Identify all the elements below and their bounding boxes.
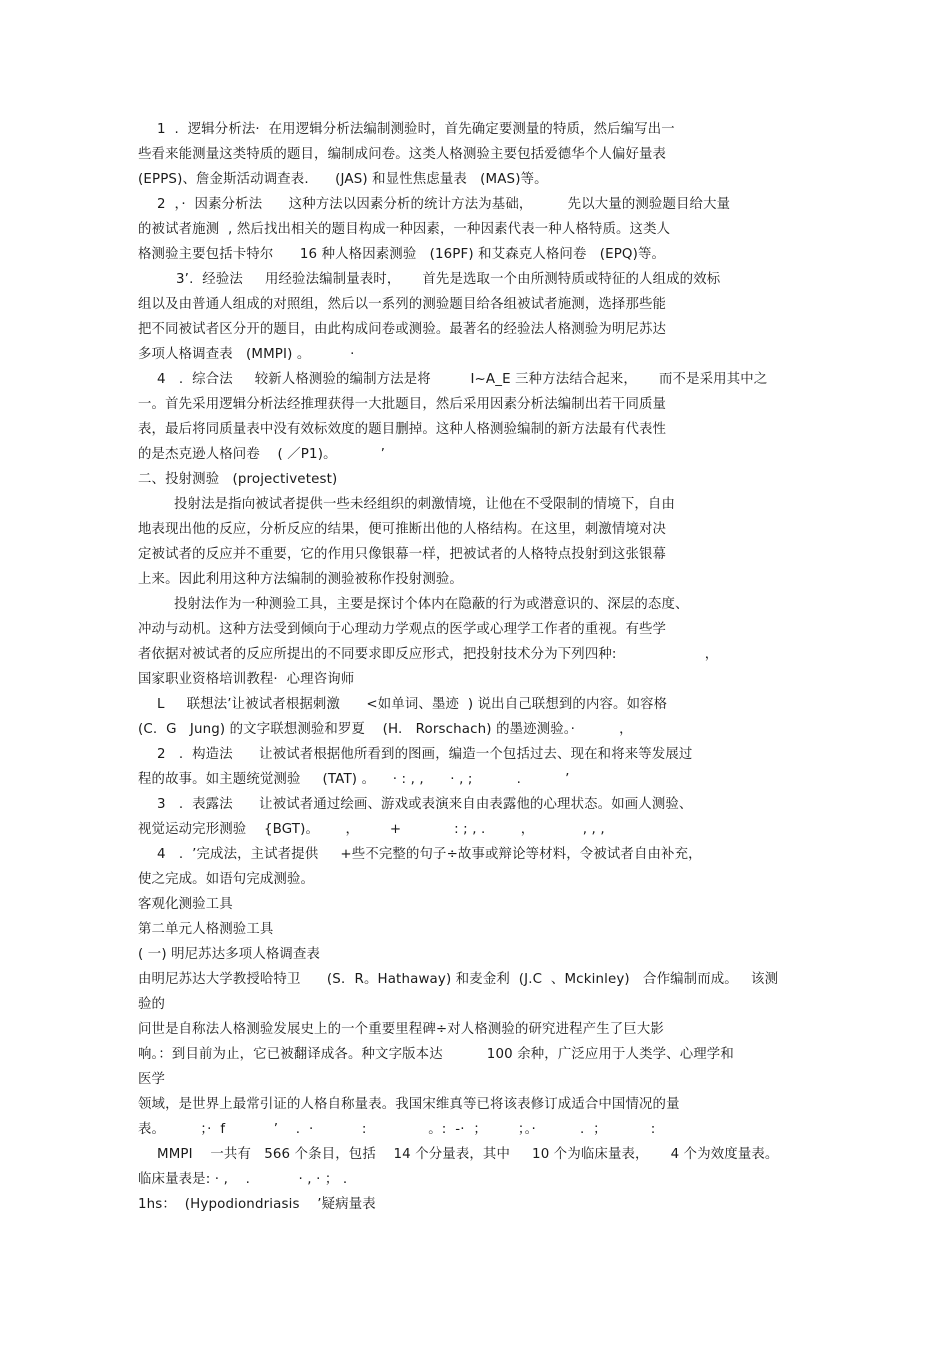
- text-line: 2 . 构造法 让被试者根据他所看到的图画，编造一个包括过去、现在和将来等发展过: [157, 747, 693, 762]
- text-line: 由明尼苏达大学教授哈特卫 (S．R。Hathaway) 和麦金利 (J.C 、Mckinley) 合作编制而成。 该测: [138, 972, 779, 987]
- text-line: 2 ，· 因素分析法 这种方法以因素分析的统计方法为基础， 先以大量的测验题目给大量: [157, 197, 731, 212]
- text-line: 表。 ；· f ’ . · : 。: -· ； ；。· . ； :: [138, 1122, 656, 1137]
- text-line: 者依据对被试者的反应所提出的不同要求即反应形式，把投射技术分为下列四种: ，: [138, 647, 719, 662]
- text-line: 4 . 综合法 较新人格测验的编制方法是将 I~A_E 三种方法结合起来， 而不是采用其中之: [157, 372, 768, 387]
- text-line: 使之完成。如语句完成测验。: [138, 872, 315, 887]
- text-line: 定被试者的反应并不重要，它的作用只像银幕一样，把被试者的人格特点投射到这张银幕: [138, 547, 667, 562]
- text-line: 问世是自称法人格测验发展史上的一个重要里程碑÷对人格测验的研究进程产生了巨大影: [138, 1022, 664, 1037]
- text-line: 把不同被试者区分开的题目，由此构成问卷或测验。最著名的经验法人格测验为明尼苏达: [138, 322, 667, 337]
- text-line: 响。：到目前为止，它已被翻译成各。种文字版本达 100 余种，广泛应用于人类学、心理学和: [138, 1047, 734, 1062]
- text-line: 临床量表是: · , . · , · ； .: [138, 1172, 348, 1187]
- text-line: 表，最后将同质量表中没有效标效度的题目删掉。这种人格测验编制的新方法最有代表性: [138, 422, 667, 437]
- section-heading: 客观化测验工具: [138, 897, 233, 912]
- text-line: 3 . 表露法 让被试者通过绘画、游戏或表演来自由表露他的心理状态。如画人测验、: [157, 797, 693, 812]
- text-line: 一。首先采用逻辑分析法经推理获得一大批题目，然后采用因素分析法编制出若干同质量: [138, 397, 667, 412]
- text-line: 医学: [138, 1072, 166, 1087]
- text-line: 上来。因此利用这种方法编制的测验被称作投射测验。: [138, 572, 463, 587]
- text-line: 投射法作为一种测验工具，主要是探讨个体内在隐蔽的行为或潜意识的、深层的态度、: [174, 597, 689, 612]
- text-line: (EPPS)、詹金斯活动调查表. (JAS) 和显性焦虑量表 (MAS)等。: [138, 172, 548, 187]
- text-line: (C. G Jung) 的文字联想测验和罗夏 (H. Rorschach) 的墨迹测验。· ，: [138, 722, 633, 737]
- text-line: 冲动与动机。这种方法受到倾向于心理动力学观点的医学或心理学工作者的重视。有些学: [138, 622, 667, 637]
- text-line: 1 . 逻辑分析法· 在用逻辑分析法编制测验时，首先确定要测量的特质，然后编写出一: [157, 122, 675, 137]
- text-line: 的是杰克逊人格问卷 ( ／P1)。 ’: [138, 447, 386, 462]
- text-line: 投射法是指向被试者提供一些未经组织的刺激情境，让他在不受限制的情境下，自由: [174, 497, 676, 512]
- text-line: 1hs： (Hypodiondriasis ’疑病量表: [138, 1197, 376, 1212]
- text-line: MMPI 一共有 566 个条目，包括 14 个分量表，其中 10 个为临床量表， 4 个为效度量表。: [157, 1147, 779, 1162]
- text-line: 组以及由普通人组成的对照组，然后以一系列的测验题目给各组被试者施测，选择那些能: [138, 297, 667, 312]
- text-line: 地表现出他的反应，分析反应的结果，便可推断出他的人格结构。在这里，刺激情境对决: [138, 522, 667, 537]
- text-line: 些看来能测量这类特质的题目，编制成问卷。这类人格测验主要包括爱德华个人偏好量表: [138, 147, 667, 162]
- text-line: 4 . ’完成法，主试者提供 +些不完整的句子÷故事或辩论等材料，令被试者自由补充，: [157, 847, 702, 862]
- text-line: 格测验主要包括卡特尔 16 种人格因素测验 (16PF) 和艾森克人格问卷 (EPQ)等。: [138, 247, 666, 262]
- text-line: 视觉运动完形测验 {BGT)。 ， + : ; , . ， , , ,: [138, 822, 605, 837]
- section-heading: ( 一) 明尼苏达多项人格调查表: [138, 947, 321, 962]
- text-line: 的被试者施测 , 然后找出相关的题目构成一种因素，一种因素代表一种人格特质。这类人: [138, 222, 671, 237]
- running-header: 国家职业资格培训教程· 心理咨询师: [138, 672, 355, 687]
- text-line: 多项人格调查表 (MMPI) 。 ·: [138, 347, 355, 362]
- text-line: 3’. 经验法 用经验法编制量表时， 首先是选取一个由所测特质或特征的人组成的效标: [176, 272, 721, 287]
- text-line: L 联想法’让被试者根据刺激 <如单词、墨迹 ) 说出自己联想到的内容。如容格: [157, 697, 668, 712]
- section-heading: 第二单元人格测验工具: [138, 922, 274, 937]
- text-line: 程的故事。如主题统觉测验 (TAT) 。 · : , , · , ; . ’: [138, 772, 570, 787]
- section-heading: 二、投射测验 (projectivetest): [138, 472, 338, 487]
- text-line: 领域，是世界上最常引证的人格自称量表。我国宋维真等已将该表修订成适合中国情况的量: [138, 1097, 680, 1112]
- text-line: 验的: [138, 997, 166, 1012]
